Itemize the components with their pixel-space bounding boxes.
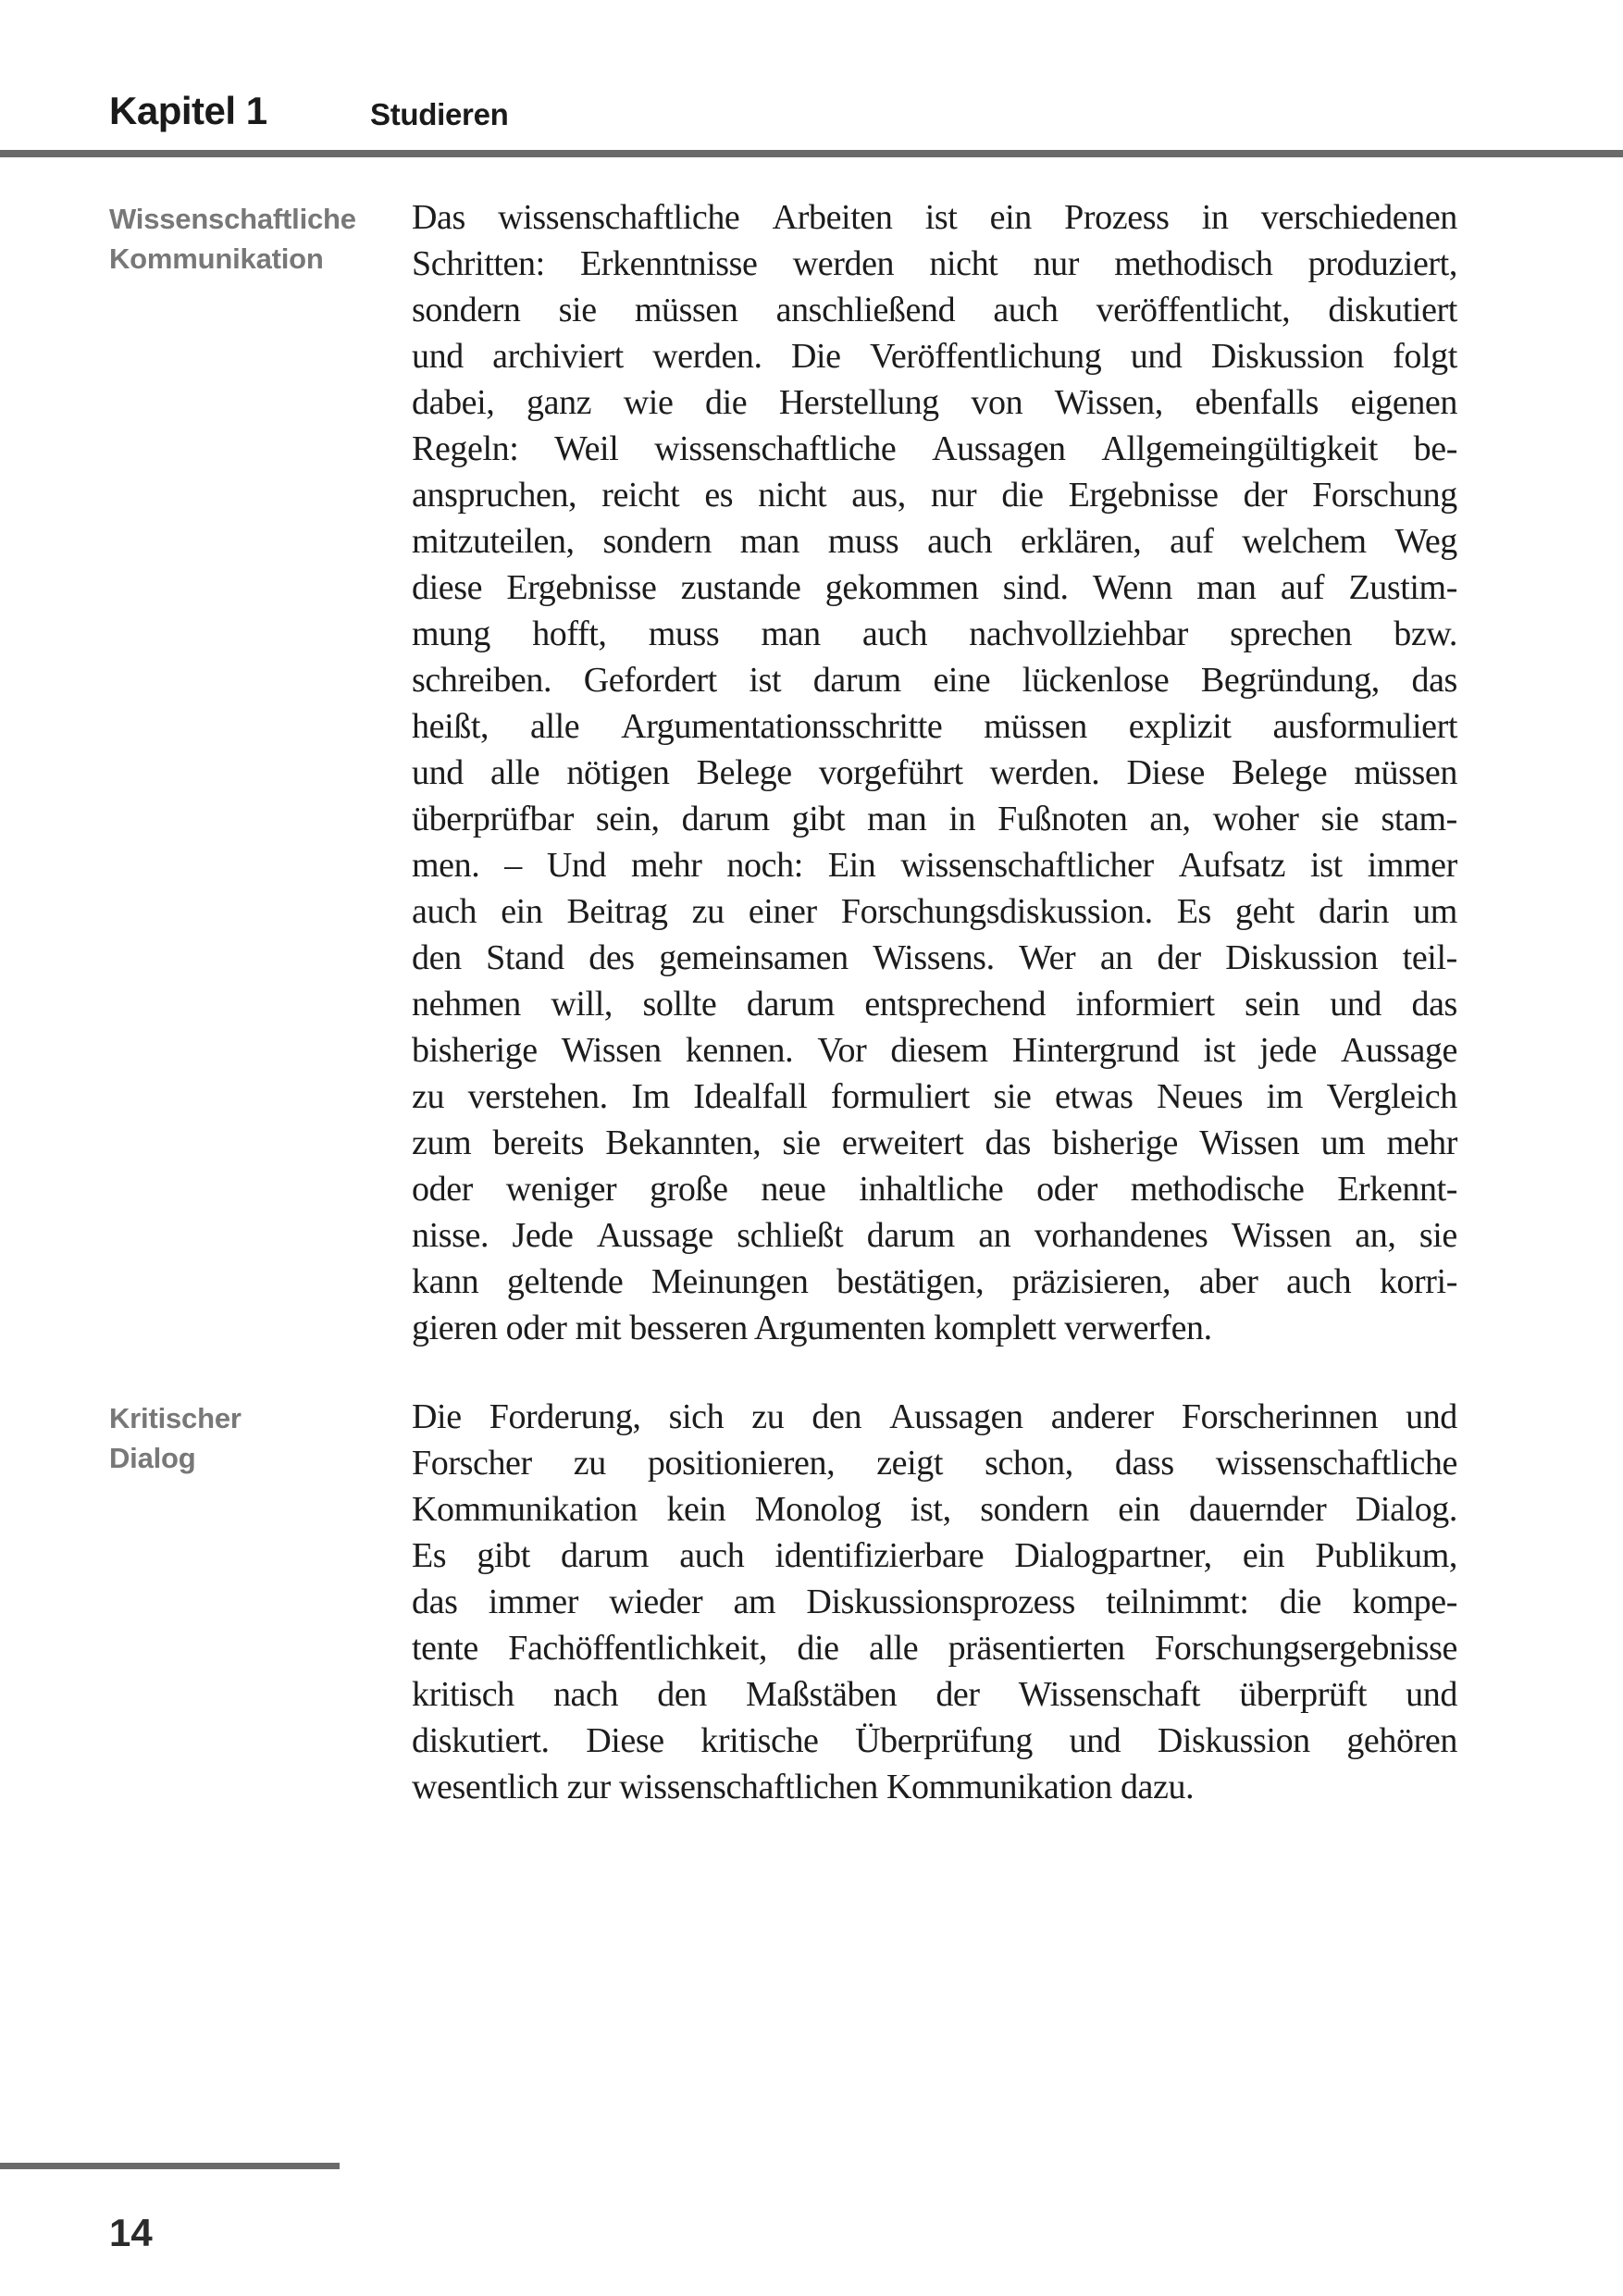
text-line: bisherige Wissen kennen. Vor diesem Hintergrund ist jede Aussage (412, 1031, 1457, 1070)
section-row (109, 194, 1457, 1351)
chapter-title: Studieren (370, 97, 509, 131)
text-line: kann geltende Meinungen bestätigen, präzisieren, aber auch korri- (412, 1262, 1457, 1301)
margin-label-column (109, 194, 412, 279)
text-line: Es gibt darum auch identifizierbare Dialogpartner, ein Publikum, (412, 1536, 1457, 1575)
margin-label (109, 1398, 412, 1478)
page-number: 14 (109, 2211, 153, 2254)
page-content (109, 194, 1457, 1810)
text-line: sondern sie müssen anschließend auch veröffentlicht, diskutiert (412, 291, 1457, 329)
text-line: auch ein Beitrag zu einer Forschungsdiskussion. Es geht darin um (412, 892, 1457, 931)
text-line: und alle nötigen Belege vorgeführt werden. Diese Belege müssen (412, 753, 1457, 792)
margin-label-line: Kritischer (109, 1402, 242, 1434)
margin-label-line: Kommunikation (109, 242, 324, 275)
text-line: dabei, ganz wie die Herstellung von Wissen, ebenfalls eigenen (412, 383, 1457, 422)
text-line: Schritten: Erkenntnisse werden nicht nur methodisch produziert, (412, 244, 1457, 283)
margin-label-column (109, 1394, 412, 1478)
section-row (109, 1394, 1457, 1810)
body-paragraph (412, 194, 1457, 1351)
margin-label-line: Dialog (109, 1442, 196, 1474)
text-line: tente Fachöffentlichkeit, die alle präsentierten Forschungsergebnisse (412, 1629, 1457, 1668)
body-paragraph (412, 1394, 1457, 1810)
text-line: anspruchen, reicht es nicht aus, nur die Ergebnisse der Forschung (412, 476, 1457, 515)
text-line: heißt, alle Argumentationsschritte müssen explizit ausformuliert (412, 707, 1457, 746)
text-line: schreiben. Gefordert ist darum eine lückenlose Begründung, das (412, 661, 1457, 700)
footer-rule (0, 2163, 340, 2169)
text-line: diese Ergebnisse zustande gekommen sind. Wenn man auf Zustim- (412, 568, 1457, 607)
text-line: Das wissenschaftliche Arbeiten ist ein Prozess in verschiedenen (412, 198, 1457, 237)
text-line: nisse. Jede Aussage schließt darum an vorhandenes Wissen an, sie (412, 1216, 1457, 1255)
text-line: kritisch nach den Maßstäben der Wissenschaft überprüft und (412, 1675, 1457, 1714)
text-line: mung hofft, muss man auch nachvollziehbar sprechen bzw. (412, 614, 1457, 653)
text-line: mitzuteilen, sondern man muss auch erklären, auf welchem Weg (412, 522, 1457, 561)
margin-label (109, 199, 412, 279)
text-line: Kommunikation kein Monolog ist, sondern ein dauernder Dialog. (412, 1490, 1457, 1529)
text-line: überprüfbar sein, darum gibt man in Fußnoten an, woher sie stam- (412, 800, 1457, 838)
text-line: zum bereits Bekannten, sie erweitert das bisherige Wissen um mehr (412, 1123, 1457, 1162)
text-line: den Stand des gemeinsamen Wissens. Wer an der Diskussion teil- (412, 938, 1457, 977)
chapter-label: Kapitel 1 (109, 89, 267, 132)
text-line: men. – Und mehr noch: Ein wissenschaftlicher Aufsatz ist immer (412, 846, 1457, 885)
text-line: zu verstehen. Im Idealfall formuliert sie etwas Neues im Vergleich (412, 1077, 1457, 1116)
text-line: das immer wieder am Diskussionsprozess teilnimmt: die kompe- (412, 1582, 1457, 1621)
text-line: und archiviert werden. Die Veröffentlichung und Diskussion folgt (412, 337, 1457, 376)
text-line: nehmen will, sollte darum entsprechend informiert sein und das (412, 985, 1457, 1024)
text-line: Die Forderung, sich zu den Aussagen anderer Forscherinnen und (412, 1397, 1457, 1436)
text-line: Regeln: Weil wissenschaftliche Aussagen Allgemeingültigkeit be- (412, 429, 1457, 468)
header-rule (0, 150, 1623, 157)
margin-label-line: Wissenschaftliche (109, 203, 356, 235)
text-line: diskutiert. Diese kritische Überprüfung und Diskussion gehören (412, 1721, 1457, 1760)
text-line: oder weniger große neue inhaltliche oder methodische Erkennt- (412, 1170, 1457, 1209)
text-line: gieren oder mit besseren Argumenten komplett verwerfen. (412, 1309, 1212, 1347)
text-line: wesentlich zur wissenschaftlichen Kommunikation dazu. (412, 1768, 1195, 1806)
text-line: Forscher zu positionieren, zeigt schon, dass wissenschaftliche (412, 1444, 1457, 1483)
